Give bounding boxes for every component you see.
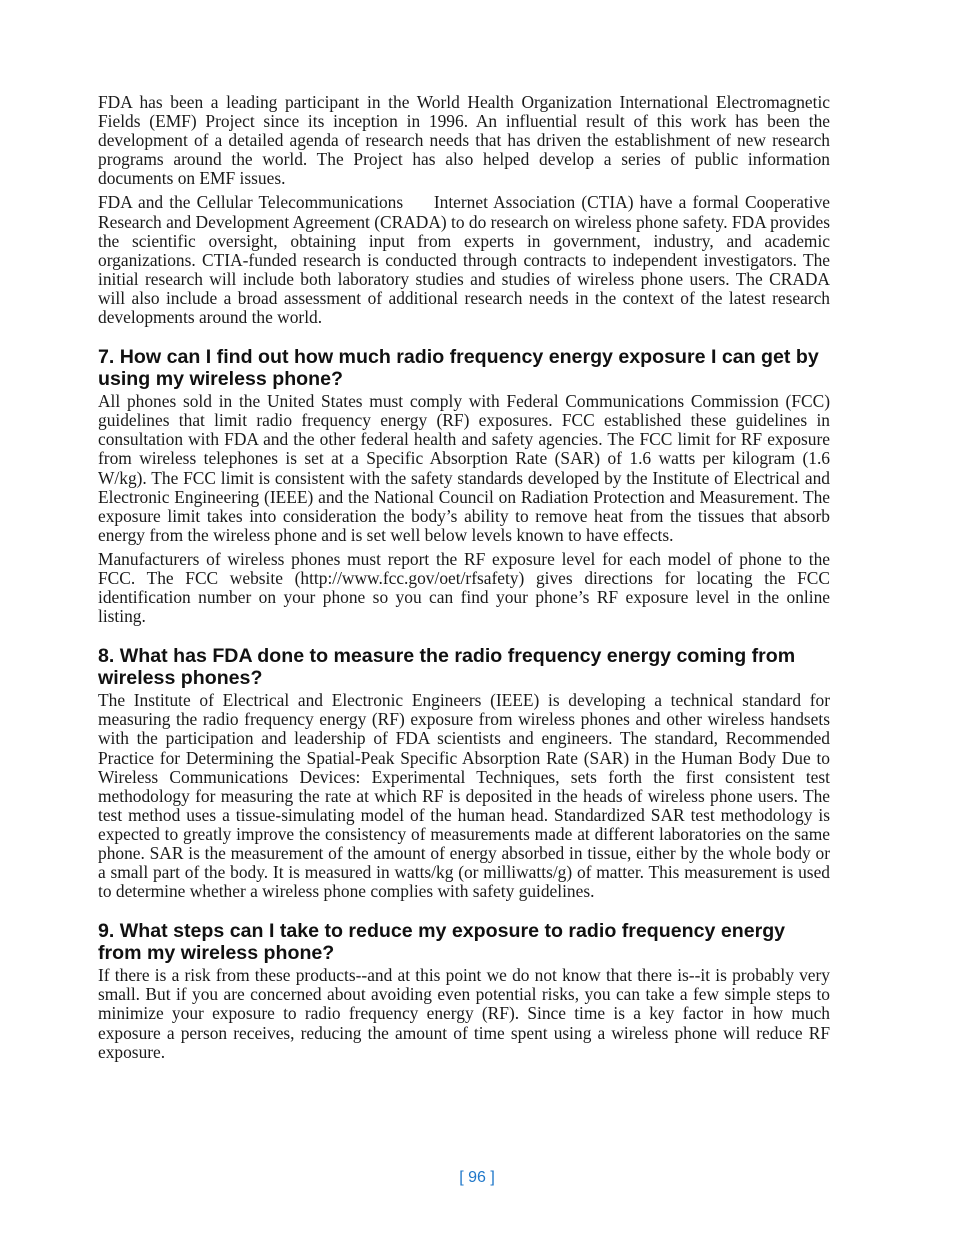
document-body — [98, 92, 835, 1067]
section-7 — [98, 346, 835, 627]
section-paragraph: Manufacturers of wireless phones must report the RF exposure level for each model of phone to the FCC. The FCC website (http://www.fcc.gov/oet/rfsafety) gives directions for locating the FCC identification number on your phone so you can find your phone’s RF exposure level in the online listing. — [98, 548, 835, 627]
page-number: [ 96 ] — [459, 1169, 495, 1186]
section-8 — [98, 645, 835, 902]
intro-paragraph: FDA has been a leading participant in the World Health Organization International Electromagnetic Fields (EMF) Project since its inception in 1996. An influential result of this work has been the development of a detailed agenda of research needs that has driven the establishment of new research programs around the world. The Project has also helped develop a series of public information documents on EMF issues. — [98, 92, 835, 189]
section-heading: 8. What has FDA done to measure the radio frequency energy coming from wireless phones? — [98, 645, 812, 689]
section-paragraph: If there is a risk from these products--and at this point we do not know that there is--it is probably very small. But if you are concerned about avoiding even potential risks, you can take a few simple steps to minimize your exposure to radio frequency energy (RF). Since time is a key factor in how much exposure a person receives, reducing the amount of time spent using a wireless phone will reduce RF exposure. — [98, 965, 835, 1062]
section-9 — [98, 920, 835, 1062]
section-heading: 9. What steps can I take to reduce my exposure to radio frequency energy from my wireless phone? — [98, 920, 791, 964]
section-heading: 7. How can I find out how much radio frequency energy exposure I can get by using my wireless phone? — [98, 346, 825, 390]
section-paragraph: All phones sold in the United States must comply with Federal Communications Commission (FCC) guidelines that limit radio frequency energy (RF) exposures. FCC established these guidelines in consultation with FDA and the other federal health and safety agencies. The FCC limit for RF exposure from wireless telephones is set at a Specific Absorption Rate (SAR) of 1.6 watts per kilogram (1.6 W/kg). The FCC limit is consistent with the safety standards developed by the Institute of Electrical and Electronic Engineering (IEEE) and the National Council on Radiation Protection and Measurement. The exposure limit takes into consideration the body’s ability to remove heat from the tissues that absorb energy from the wireless phone and is set well below levels known to have effects. — [98, 391, 835, 545]
section-paragraph: The Institute of Electrical and Electronic Engineers (IEEE) is developing a technical standard for measuring the radio frequency energy (RF) exposure from wireless phones and other wireless handsets with the participation and leadership of FDA scientists and engineers. The standard, Recommended Practice for Determining the Spatial-Peak Specific Absorption Rate (SAR) in the Human Body Due to Wireless Communications Devices: Experimental Techniques, sets forth the first consistent test methodology for measuring the rate at which RF is deposited in the heads of wireless phone users. The test method uses a tissue-simulating model of the human head. Standardized SAR test methodology is expected to greatly improve the consistency of measurements made at different laboratories on the same phone. SAR is the measurement of the amount of energy absorbed in tissue, either by the whole body or a small part of the body. It is measured in watts/kg (or milliwatts/g) of matter. This measurement is used to determine whether a wireless phone complies with safety guidelines. — [98, 690, 835, 902]
intro-paragraph: FDA and the Cellular Telecommunications Internet Association (CTIA) have a formal Cooperative Research and Development Agreement (CRADA) to do research on wireless phone safety. FDA provides the scientific oversight, obtaining input from experts in government, industry, and academic organizations. CTIA-funded research is conducted through contracts to independent investigators. The initial research will include both laboratory studies and studies of wireless phone users. The CRADA will also include a broad assessment of additional research needs in the context of the latest research developments around the world. — [98, 192, 835, 328]
